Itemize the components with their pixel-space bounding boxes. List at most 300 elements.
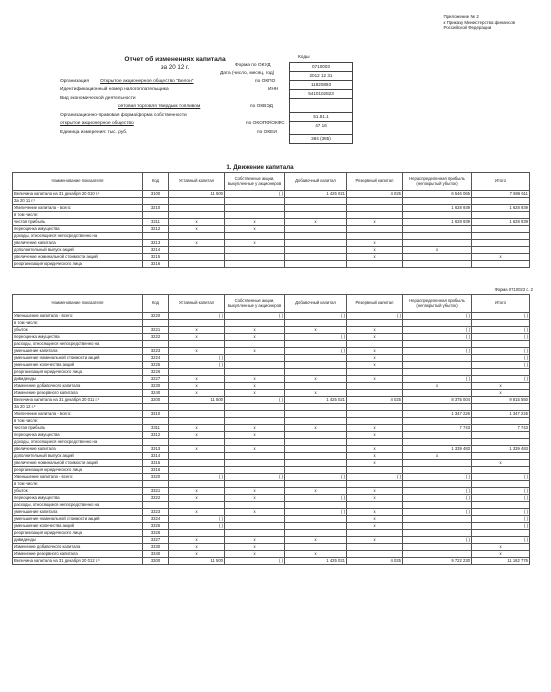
cell-value (169, 205, 225, 212)
cell-value (169, 247, 225, 254)
cell-value (285, 439, 347, 446)
blank-code (289, 99, 353, 113)
table-row (13, 453, 530, 460)
cell-value: x (169, 376, 225, 383)
cell-value: 1 628 939 (403, 219, 472, 226)
cell-value: x (225, 488, 285, 495)
table-row (13, 355, 530, 362)
cell-value: x (169, 383, 225, 390)
line-code: 3240 (143, 390, 169, 397)
cell-value: x (472, 544, 530, 551)
okud-code: 0710003 (289, 62, 353, 72)
cell-value (347, 261, 403, 268)
cell-value (472, 432, 530, 439)
cell-value (285, 453, 347, 460)
cell-value (347, 502, 403, 509)
cell-value (403, 240, 472, 247)
form-value: открытое акционерное общество (60, 121, 134, 126)
okei-label: по ОКЕИ (257, 130, 277, 135)
cell-value: x (225, 495, 285, 502)
line-code: 3223 (143, 348, 169, 355)
cell-value (285, 418, 347, 425)
cell-value (472, 530, 530, 537)
cell-value: ( ) (472, 313, 530, 320)
cell-value: ( ) (403, 327, 472, 334)
line-code: 3225 (143, 362, 169, 369)
cell-value: x (347, 376, 403, 383)
cell-value: 9 815 550 (472, 397, 530, 404)
indicator-name: уменьшение капитала (13, 348, 143, 355)
table-row (13, 240, 530, 247)
appendix-line: к Приказу Министерства финансов (443, 19, 515, 25)
cell-value: x (169, 537, 225, 544)
table-row (13, 495, 530, 502)
indicator-name: доходы, относящиеся непосредственно на (13, 439, 143, 446)
cell-value (169, 453, 225, 460)
table-row (13, 530, 530, 537)
line-code (143, 233, 169, 240)
inn-code: 5410102823 (289, 90, 353, 99)
indicator-name: расходы, относящиеся непосредственно на (13, 502, 143, 509)
cell-value (403, 369, 472, 376)
cell-value (285, 369, 347, 376)
cell-value (403, 341, 472, 348)
table-row (13, 488, 530, 495)
cell-value: ( ) (472, 537, 530, 544)
cell-value: x (285, 551, 347, 558)
cell-value (472, 439, 530, 446)
codes-label: Коды (298, 55, 310, 60)
cell-value (285, 544, 347, 551)
cell-value (285, 320, 347, 327)
cell-value: x (472, 383, 530, 390)
indicator-name: Изменение резервного капитала (13, 390, 143, 397)
cell-value: ( ) (169, 474, 225, 481)
indicator-name: переоценка имущества (13, 226, 143, 233)
cell-value: x (347, 348, 403, 355)
inn-label: Идентификационный номер налогоплательщика (60, 87, 169, 92)
table-row (13, 390, 530, 397)
cell-value: x (225, 376, 285, 383)
cell-value: ( ) (403, 509, 472, 516)
table-row (13, 327, 530, 334)
cell-value: 4 025 (347, 558, 403, 565)
col-header: Наименование показателя (13, 173, 143, 191)
cell-value: ( ) (285, 495, 347, 502)
indicator-name: реорганизация юридического лица (13, 467, 143, 474)
cell-value: ( ) (169, 362, 225, 369)
cell-value: x (403, 247, 472, 254)
cell-value (403, 418, 472, 425)
line-code (143, 341, 169, 348)
cell-value: ( ) (285, 474, 347, 481)
cell-value: 1 339 483 (403, 446, 472, 453)
okpo-label: по ОКПО (255, 79, 276, 84)
col-header: Итого (472, 295, 530, 313)
table-row (13, 383, 530, 390)
indicator-name: дополнительный выпуск акций (13, 247, 143, 254)
table-row (13, 516, 530, 523)
cell-value: 9 722 230 (403, 558, 472, 565)
indicator-name: в том числе: (13, 481, 143, 488)
cell-value (403, 226, 472, 233)
cell-value: 11 162 776 (472, 558, 530, 565)
cell-value (472, 261, 530, 268)
cell-value (403, 516, 472, 523)
cell-value (285, 205, 347, 212)
indicator-name: За 20 11 г.² (13, 198, 143, 205)
table-row (13, 558, 530, 565)
indicator-name: Изменение резервного капитала (13, 551, 143, 558)
table-row (13, 544, 530, 551)
cell-value (472, 212, 530, 219)
cell-value (403, 460, 472, 467)
indicator-name: чистая прибыль (13, 219, 143, 226)
indicator-name: уменьшение количества акций (13, 362, 143, 369)
cell-value (403, 261, 472, 268)
line-code: 3340 (143, 551, 169, 558)
cell-value: x (225, 446, 285, 453)
cell-value: ( ) (472, 495, 530, 502)
date-label: Дата (число, месяц, год) (220, 71, 275, 76)
cell-value: ( ) (285, 313, 347, 320)
cell-value (347, 198, 403, 205)
cell-value (225, 530, 285, 537)
table-row (13, 509, 530, 516)
col-header: Собственные акции, выкупленные у акционеров (225, 295, 285, 313)
cell-value (225, 369, 285, 376)
line-code: 3222 (143, 334, 169, 341)
okved-label: по ОКВЭД (250, 104, 273, 109)
table-row (13, 460, 530, 467)
okopf-code: 47 16 (289, 122, 353, 135)
cell-value (169, 460, 225, 467)
col-header: Резервный капитал (347, 295, 403, 313)
line-code (143, 481, 169, 488)
table-row (13, 474, 530, 481)
cell-value: x (225, 240, 285, 247)
line-code (143, 418, 169, 425)
col-header: Добавочный капитал (285, 173, 347, 191)
line-code (143, 320, 169, 327)
cell-value (347, 404, 403, 411)
table-row (13, 334, 530, 341)
indicator-name: в том числе: (13, 320, 143, 327)
cell-value (347, 233, 403, 240)
capital-table-1 (12, 172, 530, 268)
cell-value (225, 341, 285, 348)
line-code: 3230 (143, 383, 169, 390)
indicator-name: уменьшение номинальной стоимости акций (13, 516, 143, 523)
line-code: 3215 (143, 254, 169, 261)
cell-value: ( ) (472, 327, 530, 334)
cell-value (347, 369, 403, 376)
activity-value: оптовая торговля твердым топливом (118, 104, 201, 109)
cell-value: 1 339 483 (472, 446, 530, 453)
cell-value: x (169, 240, 225, 247)
cell-value: ( ) (472, 334, 530, 341)
appendix-line: Приложение № 2 (443, 14, 479, 19)
cell-value (472, 418, 530, 425)
cell-value (403, 404, 472, 411)
indicator-name: переоценка имущества (13, 334, 143, 341)
table-row (13, 233, 530, 240)
table-row (13, 411, 530, 418)
indicator-name: увеличение номинальной стоимости акций (13, 254, 143, 261)
line-code: 3212 (143, 226, 169, 233)
cell-value (169, 404, 225, 411)
cell-value (347, 383, 403, 390)
line-code (143, 212, 169, 219)
cell-value: x (347, 537, 403, 544)
indicator-name: Изменение добавочного капитала (13, 383, 143, 390)
cell-value: ( ) (472, 376, 530, 383)
cell-value: ( ) (403, 348, 472, 355)
cell-value: ( ) (403, 488, 472, 495)
cell-value (403, 481, 472, 488)
cell-value: ( ) (403, 334, 472, 341)
line-code: 3100 (143, 191, 169, 198)
cell-value (225, 355, 285, 362)
cell-value: 1 628 939 (403, 205, 472, 212)
cell-value: 4 025 (347, 397, 403, 404)
cell-value (225, 362, 285, 369)
cell-value (285, 254, 347, 261)
table-row (13, 362, 530, 369)
line-code: 3227 (143, 376, 169, 383)
cell-value (472, 502, 530, 509)
cell-value: x (225, 544, 285, 551)
cell-value (285, 432, 347, 439)
cell-value: ( ) (472, 362, 530, 369)
unit-label: Единица измерения: тыс. руб. (60, 130, 128, 135)
line-code: 3320 (143, 474, 169, 481)
cell-value (169, 467, 225, 474)
report-title: Отчет об изменениях капитала (124, 56, 226, 63)
report-period: за 20 12 г. (160, 64, 190, 71)
cell-value: x (347, 355, 403, 362)
cell-value (472, 453, 530, 460)
cell-value: x (169, 425, 225, 432)
cell-value (225, 460, 285, 467)
col-header: Добавочный капитал (285, 295, 347, 313)
indicator-name: реорганизация юридического лица (13, 261, 143, 268)
cell-value: ( ) (347, 474, 403, 481)
cell-value: ( ) (403, 495, 472, 502)
cell-value: x (225, 551, 285, 558)
cell-value (169, 198, 225, 205)
cell-value: ( ) (225, 191, 285, 198)
cell-value: ( ) (225, 313, 285, 320)
cell-value: ( ) (225, 397, 285, 404)
cell-value: x (347, 254, 403, 261)
cell-value: ( ) (472, 355, 530, 362)
cell-value: x (169, 551, 225, 558)
indicator-name: Увеличение капитала - всего: (13, 205, 143, 212)
indicator-name: убыток (13, 327, 143, 334)
cell-value: ( ) (169, 355, 225, 362)
cell-value (225, 418, 285, 425)
cell-value (285, 240, 347, 247)
cell-value: 4 025 (347, 191, 403, 198)
cell-value (347, 205, 403, 212)
appendix-line: Российской Федерации (443, 25, 492, 30)
indicator-name: увеличение капитала (13, 240, 143, 247)
cell-value (403, 355, 472, 362)
indicator-name: в том числе: (13, 212, 143, 219)
table-row (13, 551, 530, 558)
cell-value: ( ) (285, 509, 347, 516)
table-row (13, 418, 530, 425)
cell-value: 7 986 611 (472, 191, 530, 198)
line-code: 3315 (143, 460, 169, 467)
section-title: 1. Движение капитала (226, 164, 294, 171)
cell-value: x (347, 446, 403, 453)
table-row (13, 439, 530, 446)
col-header: Наименование показателя (13, 295, 143, 313)
cell-value (472, 467, 530, 474)
indicator-name: переоценка имущества (13, 495, 143, 502)
cell-value (403, 432, 472, 439)
cell-value: x (169, 348, 225, 355)
cell-value (472, 240, 530, 247)
cell-value (169, 341, 225, 348)
line-code: 3221 (143, 327, 169, 334)
indicator-name: Уменьшение капитала - всего: (13, 474, 143, 481)
indicator-name: переоценка имущества (13, 432, 143, 439)
table-row (13, 198, 530, 205)
cell-value (472, 320, 530, 327)
cell-value (403, 502, 472, 509)
col-header: Уставный капитал (169, 173, 225, 191)
cell-value: x (347, 495, 403, 502)
cell-value: x (403, 383, 472, 390)
cell-value: 7 743 (472, 425, 530, 432)
cell-value: x (472, 390, 530, 397)
indicator-name: дивиденды (13, 537, 143, 544)
cell-value: ( ) (403, 474, 472, 481)
org-label: Организация (60, 79, 89, 84)
cell-value (169, 261, 225, 268)
cell-value: ( ) (403, 313, 472, 320)
line-code: 3220 (143, 313, 169, 320)
table-row (13, 313, 530, 320)
cell-value: x (347, 523, 403, 530)
table-row (13, 523, 530, 530)
cell-value (403, 390, 472, 397)
indicator-name: Увеличение капитала - всего: (13, 411, 143, 418)
col-header: Код (143, 173, 169, 191)
inn-label-short: ИНН (268, 87, 279, 92)
cell-value (403, 320, 472, 327)
line-code: 3314 (143, 453, 169, 460)
indicator-name: уменьшение количества акций (13, 523, 143, 530)
indicator-name: расходы, относящиеся непосредственно на (13, 341, 143, 348)
line-code: 3311 (143, 425, 169, 432)
col-header: Резервный капитал (347, 173, 403, 191)
indicator-name: увеличение номинальной стоимости акций (13, 460, 143, 467)
table-row (13, 261, 530, 268)
cell-value: 1 425 021 (285, 558, 347, 565)
cell-value (285, 261, 347, 268)
cell-value (403, 439, 472, 446)
table-row (13, 467, 530, 474)
cell-value: 6 546 065 (403, 191, 472, 198)
cell-value: 1 628 939 (472, 205, 530, 212)
date-code: 2012 12 31 (289, 72, 353, 81)
cell-value (169, 502, 225, 509)
cell-value (347, 481, 403, 488)
cell-value: ( ) (285, 334, 347, 341)
cell-value (347, 411, 403, 418)
line-code: 3214 (143, 247, 169, 254)
cell-value (403, 233, 472, 240)
cell-value: ( ) (403, 376, 472, 383)
cell-value (285, 233, 347, 240)
cell-value: x (225, 334, 285, 341)
cell-value (403, 544, 472, 551)
cell-value: ( ) (169, 313, 225, 320)
cell-value (225, 212, 285, 219)
cell-value (285, 212, 347, 219)
table-row (13, 205, 530, 212)
indicator-name: уменьшение номинальной стоимости акций (13, 355, 143, 362)
cell-value: x (285, 537, 347, 544)
cell-value: x (347, 327, 403, 334)
cell-value (347, 212, 403, 219)
cell-value: x (285, 327, 347, 334)
line-code: 3216 (143, 261, 169, 268)
col-header: Нераспределенная прибыль (непокрытый убыток) (403, 173, 472, 191)
cell-value (225, 254, 285, 261)
cell-value (285, 404, 347, 411)
cell-value (225, 502, 285, 509)
cell-value (169, 439, 225, 446)
cell-value (225, 453, 285, 460)
cell-value: x (347, 488, 403, 495)
table-row (13, 219, 530, 226)
line-code: 3321 (143, 488, 169, 495)
cell-value (403, 530, 472, 537)
cell-value (285, 516, 347, 523)
form-label: Организационно-правовая форма/форма собственности (60, 113, 187, 118)
cell-value (347, 418, 403, 425)
line-code: 3210 (143, 205, 169, 212)
col-header: Нераспределенная прибыль (непокрытый убыток) (403, 295, 472, 313)
cell-value (285, 383, 347, 390)
cell-value: 1 347 226 (403, 411, 472, 418)
indicator-name: в том числе: (13, 418, 143, 425)
cell-value (347, 467, 403, 474)
cell-value (285, 523, 347, 530)
cell-value (347, 341, 403, 348)
cell-value (169, 418, 225, 425)
cell-value: ( ) (403, 537, 472, 544)
org-name: Открытое акционерное общество "Белон" (100, 79, 194, 84)
cell-value: x (169, 327, 225, 334)
cell-value: x (285, 488, 347, 495)
cell-value (285, 247, 347, 254)
indicator-name: доходы, относящиеся непосредственно на (13, 233, 143, 240)
cell-value (169, 212, 225, 219)
cell-value (225, 404, 285, 411)
line-code (143, 404, 169, 411)
cell-value (285, 530, 347, 537)
cell-value (472, 404, 530, 411)
line-code: 3322 (143, 495, 169, 502)
table-row (13, 425, 530, 432)
indicator-name: За 20 12 г.³ (13, 404, 143, 411)
